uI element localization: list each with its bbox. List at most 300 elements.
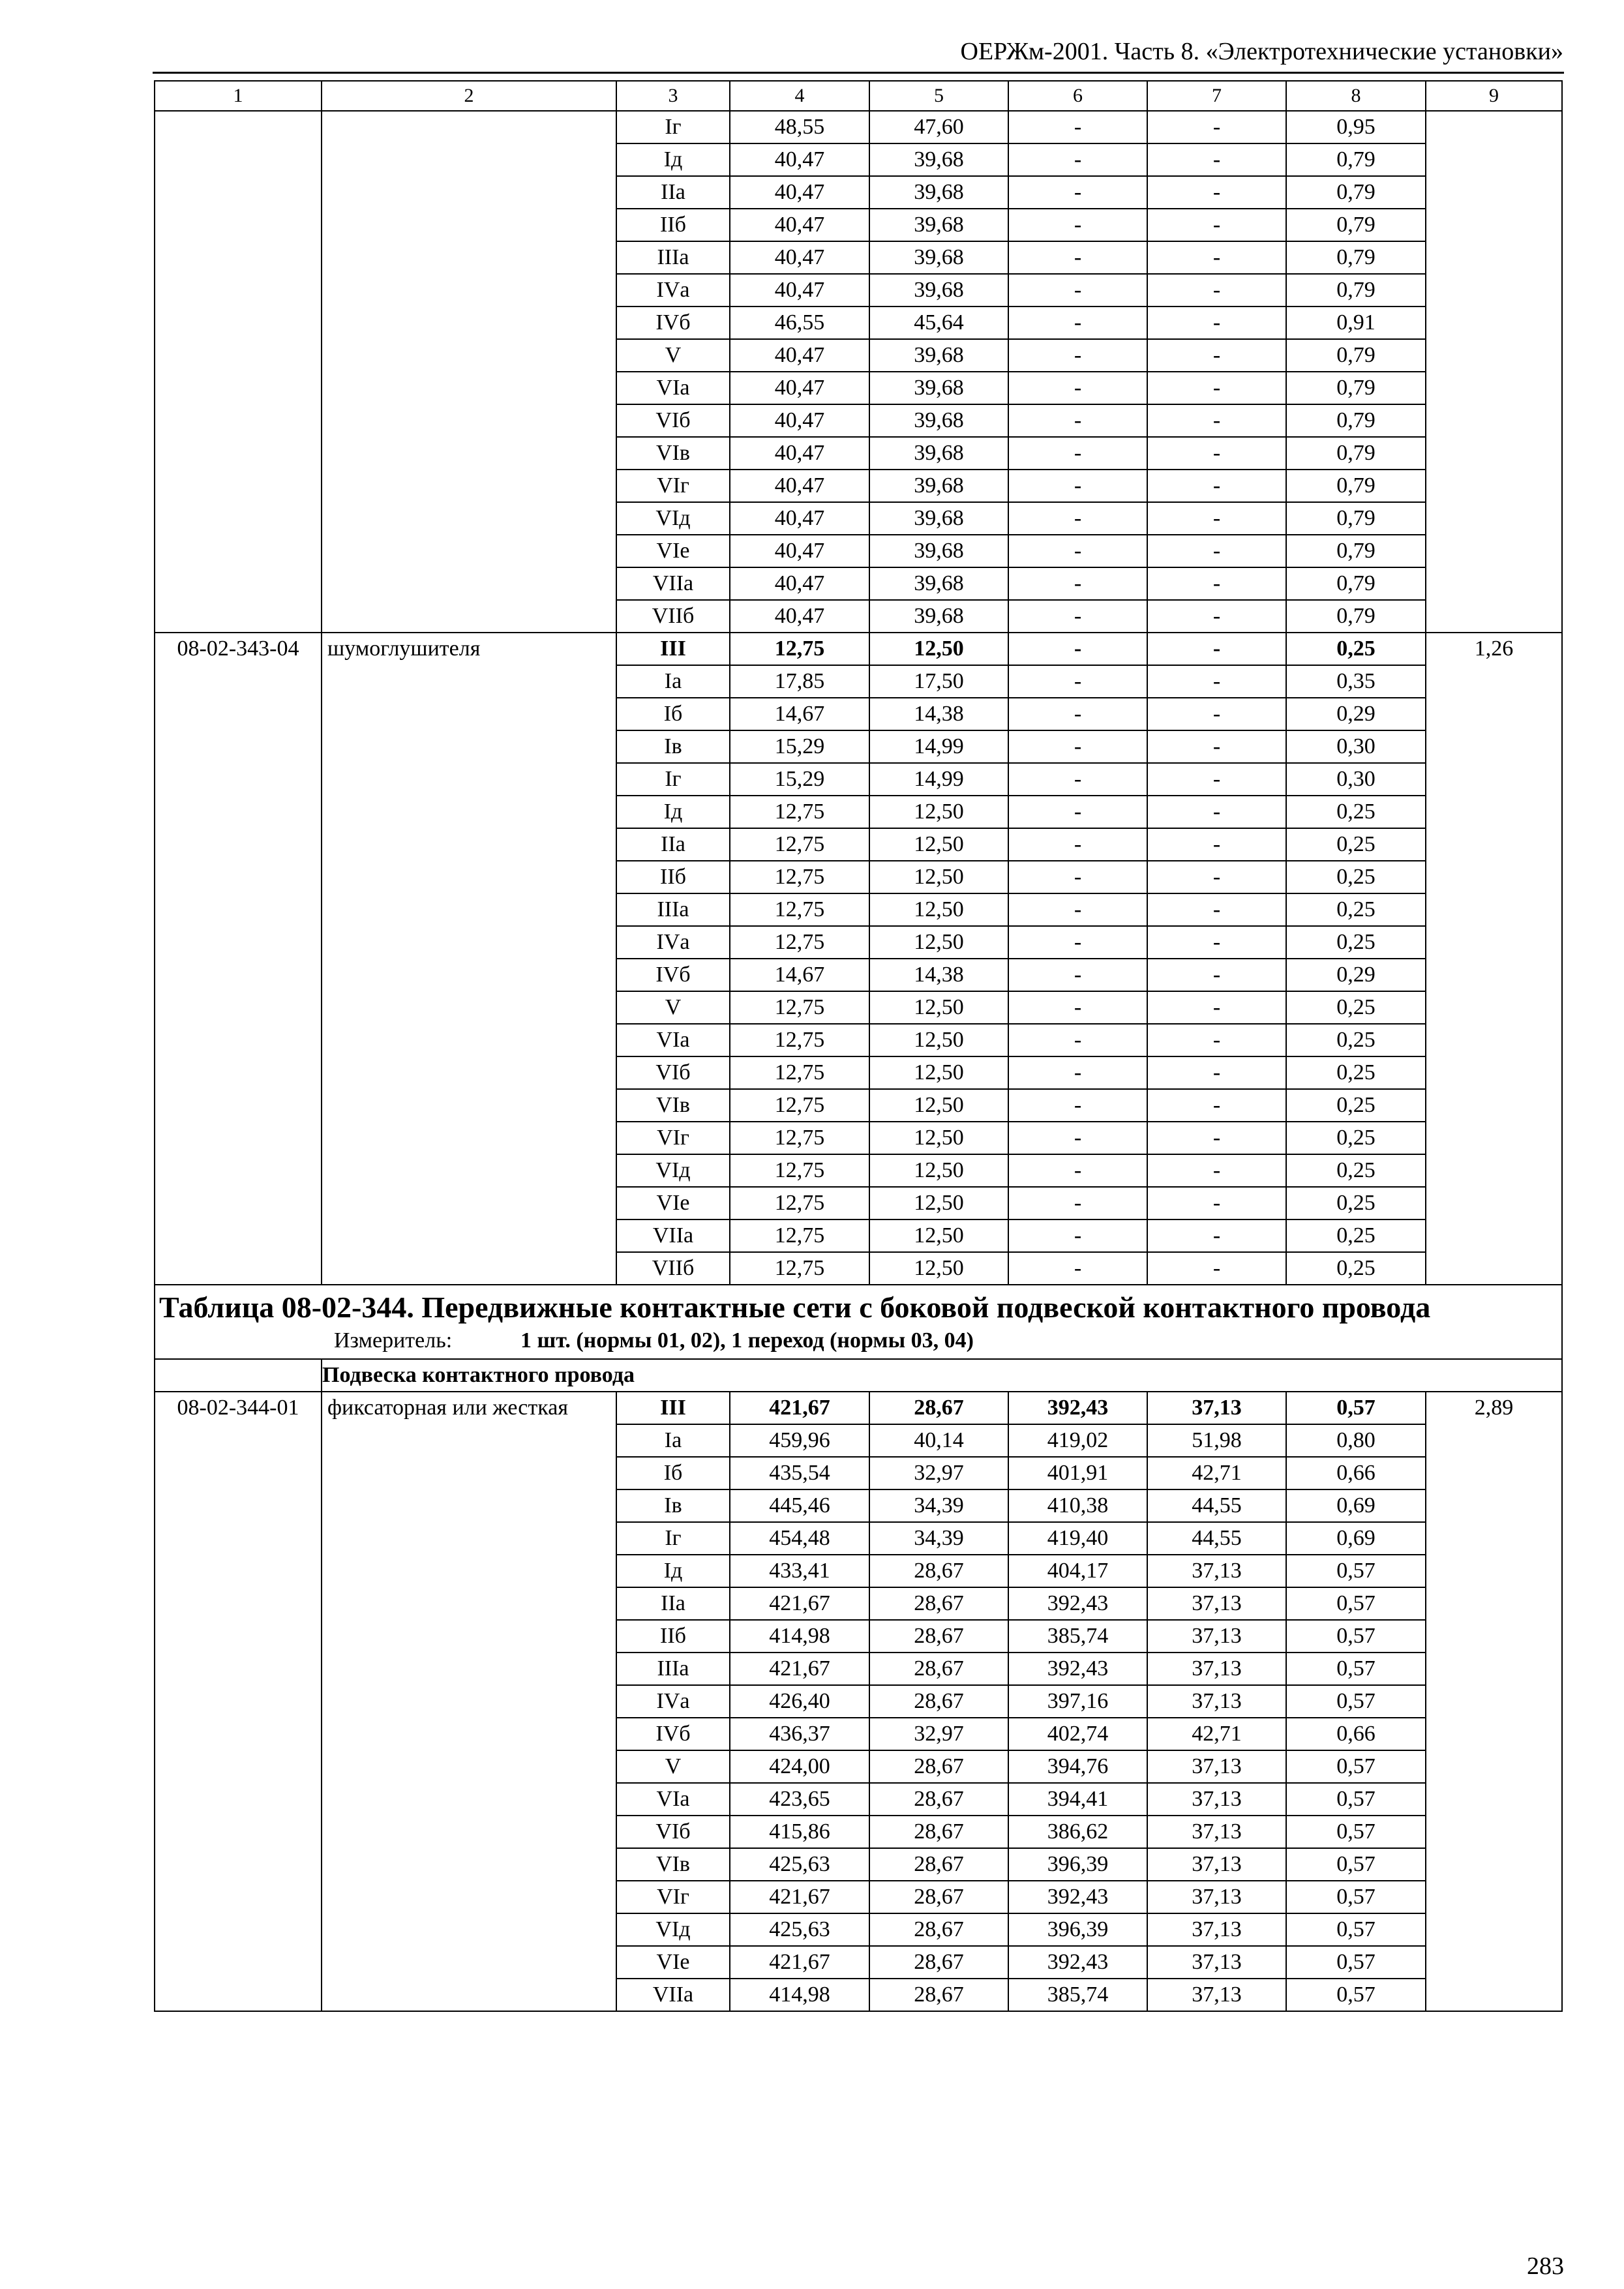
value-cell: 12,50 (869, 1122, 1008, 1154)
column-number: 9 (1426, 81, 1562, 111)
value-cell: 12,75 (730, 991, 869, 1024)
value-cell: 37,13 (1147, 1685, 1286, 1718)
value-cell: - (1147, 372, 1286, 404)
value-cell: 14,99 (869, 730, 1008, 763)
value-cell: III (616, 633, 730, 665)
value-cell: - (1008, 1187, 1147, 1219)
value-cell: 17,85 (730, 665, 869, 698)
value-cell: 17,50 (869, 665, 1008, 698)
running-header: ОЕРЖм-2001. Часть 8. «Электротехнические установки» (960, 38, 1563, 65)
value-cell: - (1147, 111, 1286, 143)
value-cell: 0,25 (1286, 828, 1426, 861)
value-cell: - (1008, 828, 1147, 861)
value-cell: 454,48 (730, 1522, 869, 1555)
value-cell: 0,79 (1286, 176, 1426, 209)
value-cell: 0,25 (1286, 1219, 1426, 1252)
value-cell: 0,79 (1286, 339, 1426, 372)
value-cell: 37,13 (1147, 1816, 1286, 1848)
value-cell: 0,57 (1286, 1685, 1426, 1718)
value-cell: 0,57 (1286, 1555, 1426, 1587)
value-cell: - (1147, 535, 1286, 567)
value-cell: - (1147, 1154, 1286, 1187)
value-cell: 40,47 (730, 274, 869, 307)
value-cell: 421,67 (730, 1653, 869, 1685)
value-cell: 12,50 (869, 893, 1008, 926)
value-cell: IIа (616, 1587, 730, 1620)
value-cell: 12,50 (869, 861, 1008, 893)
value-cell: VIв (616, 1089, 730, 1122)
value-cell: 0,25 (1286, 1154, 1426, 1187)
value-cell: 0,25 (1286, 861, 1426, 893)
value-cell: 39,68 (869, 437, 1008, 470)
value-cell: 425,63 (730, 1848, 869, 1881)
value-cell: 0,79 (1286, 567, 1426, 600)
value-cell: 12,75 (730, 1056, 869, 1089)
value-cell: - (1147, 567, 1286, 600)
value-cell: 12,50 (869, 1056, 1008, 1089)
value-cell: - (1008, 600, 1147, 633)
value-cell: 40,47 (730, 143, 869, 176)
value-cell: 0,66 (1286, 1718, 1426, 1750)
value-cell: 459,96 (730, 1424, 869, 1457)
value-cell: VIIа (616, 1979, 730, 2011)
value-cell: VIе (616, 1946, 730, 1979)
value-cell: - (1147, 959, 1286, 991)
value-cell: - (1008, 1252, 1147, 1285)
value-cell: 435,54 (730, 1457, 869, 1489)
norm-code: 08-02-344-01 (155, 1392, 322, 2011)
norms-table-body (155, 81, 1562, 2011)
value-cell: 12,50 (869, 633, 1008, 665)
value-cell: 37,13 (1147, 1979, 1286, 2011)
value-cell: - (1008, 730, 1147, 763)
value-cell: 37,13 (1147, 1620, 1286, 1653)
meter-label: Измеритель: (334, 1328, 453, 1353)
value-cell: - (1147, 1056, 1286, 1089)
value-cell: 12,50 (869, 1219, 1008, 1252)
value-cell: 28,67 (869, 1587, 1008, 1620)
value-cell: 0,69 (1286, 1489, 1426, 1522)
value-cell: 0,57 (1286, 1653, 1426, 1685)
value-cell: VIб (616, 1056, 730, 1089)
value-cell: - (1008, 274, 1147, 307)
value-cell: 12,75 (730, 796, 869, 828)
value-cell: 39,68 (869, 176, 1008, 209)
value-cell: 14,38 (869, 959, 1008, 991)
value-cell: 12,75 (730, 1024, 869, 1056)
value-cell: 14,67 (730, 959, 869, 991)
value-cell: 40,47 (730, 209, 869, 241)
value-cell: - (1008, 893, 1147, 926)
value-cell: - (1147, 600, 1286, 633)
value-cell: 39,68 (869, 339, 1008, 372)
page-number: 283 (1527, 2252, 1564, 2280)
value-cell: IIа (616, 828, 730, 861)
value-cell: 0,79 (1286, 535, 1426, 567)
value-cell: 396,39 (1008, 1848, 1147, 1881)
value-cell: VIг (616, 470, 730, 502)
value-cell: - (1147, 730, 1286, 763)
column-number: 6 (1008, 81, 1147, 111)
value-cell: - (1008, 143, 1147, 176)
value-cell: Iг (616, 1522, 730, 1555)
value-cell: VIв (616, 437, 730, 470)
value-cell: VIг (616, 1122, 730, 1154)
value-cell: IVа (616, 926, 730, 959)
value-cell: - (1008, 567, 1147, 600)
value-cell: 0,79 (1286, 502, 1426, 535)
value-cell: VIа (616, 1783, 730, 1816)
value-cell: 0,79 (1286, 600, 1426, 633)
value-cell: 39,68 (869, 502, 1008, 535)
value-cell: VIа (616, 372, 730, 404)
value-cell: 45,64 (869, 307, 1008, 339)
value-cell: 0,25 (1286, 796, 1426, 828)
value-cell: 42,71 (1147, 1457, 1286, 1489)
value-cell: 28,67 (869, 1653, 1008, 1685)
value-cell: 32,97 (869, 1457, 1008, 1489)
value-cell: VIIб (616, 600, 730, 633)
value-cell: - (1147, 926, 1286, 959)
value-cell: V (616, 1750, 730, 1783)
value-cell: - (1147, 1089, 1286, 1122)
value-cell: 421,67 (730, 1392, 869, 1424)
value-cell: 419,02 (1008, 1424, 1147, 1457)
value-cell: 0,79 (1286, 274, 1426, 307)
value-cell: 0,57 (1286, 1783, 1426, 1816)
value-cell: 0,25 (1286, 1252, 1426, 1285)
value-cell: - (1008, 111, 1147, 143)
value-cell: IVб (616, 307, 730, 339)
value-cell: 402,74 (1008, 1718, 1147, 1750)
value-cell: 394,76 (1008, 1750, 1147, 1783)
value-cell: 425,63 (730, 1913, 869, 1946)
value-cell: - (1008, 796, 1147, 828)
value-cell: - (1147, 209, 1286, 241)
value-cell: 14,99 (869, 763, 1008, 796)
value-cell: - (1147, 828, 1286, 861)
value-cell: 37,13 (1147, 1946, 1286, 1979)
value-cell: 386,62 (1008, 1816, 1147, 1848)
value-cell: 28,67 (869, 1685, 1008, 1718)
value-cell: 37,13 (1147, 1750, 1286, 1783)
value-cell: VIIа (616, 567, 730, 600)
value-cell: - (1008, 665, 1147, 698)
value-cell: - (1147, 1122, 1286, 1154)
value-cell: 0,29 (1286, 959, 1426, 991)
value-cell: 39,68 (869, 372, 1008, 404)
value-cell: 0,79 (1286, 241, 1426, 274)
value-cell: 15,29 (730, 730, 869, 763)
value-cell: - (1008, 404, 1147, 437)
value-cell: 12,75 (730, 1154, 869, 1187)
value-cell: 28,67 (869, 1913, 1008, 1946)
value-cell: 14,38 (869, 698, 1008, 730)
value-cell: 32,97 (869, 1718, 1008, 1750)
value-cell: 392,43 (1008, 1881, 1147, 1913)
value-cell: 39,68 (869, 143, 1008, 176)
value-cell: 414,98 (730, 1620, 869, 1653)
value-cell: 37,13 (1147, 1555, 1286, 1587)
value-cell: - (1008, 1122, 1147, 1154)
value-cell: - (1147, 176, 1286, 209)
value-cell: 12,75 (730, 1122, 869, 1154)
value-cell: 12,75 (730, 893, 869, 926)
value-cell: 44,55 (1147, 1489, 1286, 1522)
value-cell: - (1147, 502, 1286, 535)
value-cell: 396,39 (1008, 1913, 1147, 1946)
value-cell: 37,13 (1147, 1848, 1286, 1881)
value-cell: 28,67 (869, 1555, 1008, 1587)
value-cell: 0,57 (1286, 1587, 1426, 1620)
value-cell: 424,00 (730, 1750, 869, 1783)
value-cell: - (1008, 372, 1147, 404)
value-cell: Iд (616, 143, 730, 176)
value-cell: - (1147, 861, 1286, 893)
value-cell: 421,67 (730, 1881, 869, 1913)
value-cell: 12,75 (730, 1252, 869, 1285)
value-cell: 40,47 (730, 404, 869, 437)
value-cell: 40,14 (869, 1424, 1008, 1457)
value-cell: - (1008, 1219, 1147, 1252)
value-cell: 28,67 (869, 1783, 1008, 1816)
value-cell: - (1008, 698, 1147, 730)
value-cell: Iв (616, 730, 730, 763)
empty-name-cell (322, 111, 616, 633)
value-cell: Iд (616, 796, 730, 828)
value-cell: VIд (616, 1913, 730, 1946)
value-cell: - (1147, 1252, 1286, 1285)
value-cell: VIд (616, 1154, 730, 1187)
value-cell: VIа (616, 1024, 730, 1056)
meter-value: 1 шт. (нормы 01, 02), 1 переход (нормы 03, 04) (520, 1328, 974, 1353)
norms-table (154, 80, 1563, 2012)
value-cell: 48,55 (730, 111, 869, 143)
value-cell: 28,67 (869, 1848, 1008, 1881)
column-number: 8 (1286, 81, 1426, 111)
value-cell: 39,68 (869, 600, 1008, 633)
value-cell: 426,40 (730, 1685, 869, 1718)
value-cell: 0,25 (1286, 1089, 1426, 1122)
value-cell: IVб (616, 1718, 730, 1750)
value-cell: - (1147, 991, 1286, 1024)
value-cell: 51,98 (1147, 1424, 1286, 1457)
value-cell: 42,71 (1147, 1718, 1286, 1750)
value-cell: 0,25 (1286, 1056, 1426, 1089)
value-cell: VIIа (616, 1219, 730, 1252)
value-cell: 0,30 (1286, 730, 1426, 763)
value-cell: Iа (616, 665, 730, 698)
value-cell: 39,68 (869, 241, 1008, 274)
value-cell: 28,67 (869, 1881, 1008, 1913)
value-cell: 0,57 (1286, 1392, 1426, 1424)
value-cell: 28,67 (869, 1392, 1008, 1424)
column-number-row (155, 81, 1562, 111)
norm-main-row (155, 1392, 1562, 1424)
value-cell: 34,39 (869, 1489, 1008, 1522)
value-cell: 14,67 (730, 698, 869, 730)
value-cell: 0,25 (1286, 1122, 1426, 1154)
value-cell: 392,43 (1008, 1653, 1147, 1685)
value-cell: 0,25 (1286, 893, 1426, 926)
value-cell: 40,47 (730, 437, 869, 470)
value-cell: 34,39 (869, 1522, 1008, 1555)
value-cell: - (1008, 1089, 1147, 1122)
value-cell: - (1008, 633, 1147, 665)
value-cell: Iб (616, 1457, 730, 1489)
value-cell: - (1147, 1187, 1286, 1219)
value-cell: - (1008, 926, 1147, 959)
value-cell: 385,74 (1008, 1979, 1147, 2011)
value-cell: - (1147, 1024, 1286, 1056)
value-cell: - (1147, 307, 1286, 339)
value-cell: - (1008, 959, 1147, 991)
value-cell: 12,50 (869, 1252, 1008, 1285)
value-cell: 0,57 (1286, 1946, 1426, 1979)
value-cell: 0,57 (1286, 1848, 1426, 1881)
value-cell: 0,95 (1286, 111, 1426, 143)
value-cell: - (1147, 470, 1286, 502)
norm-name: фиксаторная или жесткая (322, 1392, 616, 2011)
value-cell: VIг (616, 1881, 730, 1913)
value-cell: 40,47 (730, 241, 869, 274)
value-cell: VIд (616, 502, 730, 535)
value-cell: - (1008, 307, 1147, 339)
value-cell: 40,47 (730, 600, 869, 633)
value-cell: - (1008, 1056, 1147, 1089)
value-cell: 12,50 (869, 1187, 1008, 1219)
table-title: Таблица 08-02-344. Передвижные контактные сети с боковой подвеской контактного провода (159, 1291, 1431, 1324)
value-cell: 385,74 (1008, 1620, 1147, 1653)
value-cell: 392,43 (1008, 1946, 1147, 1979)
value-cell: 401,91 (1008, 1457, 1147, 1489)
value-cell: 40,47 (730, 502, 869, 535)
value-cell: - (1008, 861, 1147, 893)
column-number: 1 (155, 81, 322, 111)
value-cell: 0,57 (1286, 1979, 1426, 2011)
value-cell: 0,25 (1286, 1187, 1426, 1219)
value-cell: 0,79 (1286, 470, 1426, 502)
value-cell: 40,47 (730, 470, 869, 502)
value-cell: 12,75 (730, 633, 869, 665)
value-cell: - (1147, 1219, 1286, 1252)
value-cell: 445,46 (730, 1489, 869, 1522)
value-cell: 0,29 (1286, 698, 1426, 730)
value-cell: - (1008, 241, 1147, 274)
value-cell: - (1147, 339, 1286, 372)
norm-name: шумоглушителя (322, 633, 616, 1285)
header-rule (153, 72, 1564, 74)
value-cell: - (1008, 209, 1147, 241)
value-cell: 40,47 (730, 567, 869, 600)
value-cell: 12,75 (730, 1187, 869, 1219)
value-cell: 28,67 (869, 1750, 1008, 1783)
value-cell: 423,65 (730, 1783, 869, 1816)
value-cell: 404,17 (1008, 1555, 1147, 1587)
value-cell: - (1008, 437, 1147, 470)
value-cell: 37,13 (1147, 1587, 1286, 1620)
value-cell: 433,41 (730, 1555, 869, 1587)
value-cell: 0,69 (1286, 1522, 1426, 1555)
value-cell: Iб (616, 698, 730, 730)
value-cell: 0,79 (1286, 143, 1426, 176)
value-cell: - (1008, 991, 1147, 1024)
column-9-value: 1,26 (1426, 633, 1562, 1285)
value-cell: - (1147, 698, 1286, 730)
value-cell: 12,50 (869, 926, 1008, 959)
value-cell: 40,47 (730, 372, 869, 404)
value-cell: VIе (616, 535, 730, 567)
value-cell: Iа (616, 1424, 730, 1457)
value-cell: 37,13 (1147, 1913, 1286, 1946)
table-caption (155, 1285, 1562, 1359)
value-cell: 421,67 (730, 1587, 869, 1620)
value-cell: 28,67 (869, 1620, 1008, 1653)
value-cell: 0,66 (1286, 1457, 1426, 1489)
value-cell: VIе (616, 1187, 730, 1219)
value-cell: 421,67 (730, 1946, 869, 1979)
value-cell: 39,68 (869, 274, 1008, 307)
column-number: 5 (869, 81, 1008, 111)
value-cell: 37,13 (1147, 1783, 1286, 1816)
value-cell: VIб (616, 404, 730, 437)
value-cell: 12,75 (730, 1219, 869, 1252)
value-cell: 39,68 (869, 567, 1008, 600)
value-cell: Iг (616, 111, 730, 143)
value-cell: IIIа (616, 893, 730, 926)
value-cell: 0,35 (1286, 665, 1426, 698)
value-cell: 12,50 (869, 991, 1008, 1024)
value-cell: 0,25 (1286, 1024, 1426, 1056)
value-cell: IIб (616, 861, 730, 893)
value-cell: 0,25 (1286, 633, 1426, 665)
value-cell: IIб (616, 1620, 730, 1653)
subheading-row (155, 1359, 1562, 1392)
value-cell: 37,13 (1147, 1881, 1286, 1913)
value-cell: 40,47 (730, 535, 869, 567)
value-cell: Iг (616, 763, 730, 796)
value-cell: 0,79 (1286, 404, 1426, 437)
table-caption-row (155, 1285, 1562, 1359)
column-9-value: 2,89 (1426, 1392, 1562, 2011)
table-row (155, 111, 1562, 143)
value-cell: VIб (616, 1816, 730, 1848)
value-cell: 436,37 (730, 1718, 869, 1750)
value-cell: III (616, 1392, 730, 1424)
value-cell: 39,68 (869, 209, 1008, 241)
value-cell: - (1147, 241, 1286, 274)
value-cell: 392,43 (1008, 1587, 1147, 1620)
value-cell: 40,47 (730, 176, 869, 209)
value-cell: 37,13 (1147, 1392, 1286, 1424)
value-cell: IVа (616, 274, 730, 307)
value-cell: 37,13 (1147, 1653, 1286, 1685)
value-cell: - (1147, 633, 1286, 665)
value-cell: VIIб (616, 1252, 730, 1285)
value-cell: 0,25 (1286, 991, 1426, 1024)
empty-code-cell (155, 1359, 322, 1392)
value-cell: - (1147, 143, 1286, 176)
value-cell: 0,30 (1286, 763, 1426, 796)
value-cell: - (1147, 665, 1286, 698)
norm-code: 08-02-343-04 (155, 633, 322, 1285)
value-cell: 0,80 (1286, 1424, 1426, 1457)
value-cell: 39,68 (869, 470, 1008, 502)
empty-code-cell (155, 111, 322, 633)
value-cell: 47,60 (869, 111, 1008, 143)
value-cell: 39,68 (869, 404, 1008, 437)
value-cell: - (1008, 535, 1147, 567)
